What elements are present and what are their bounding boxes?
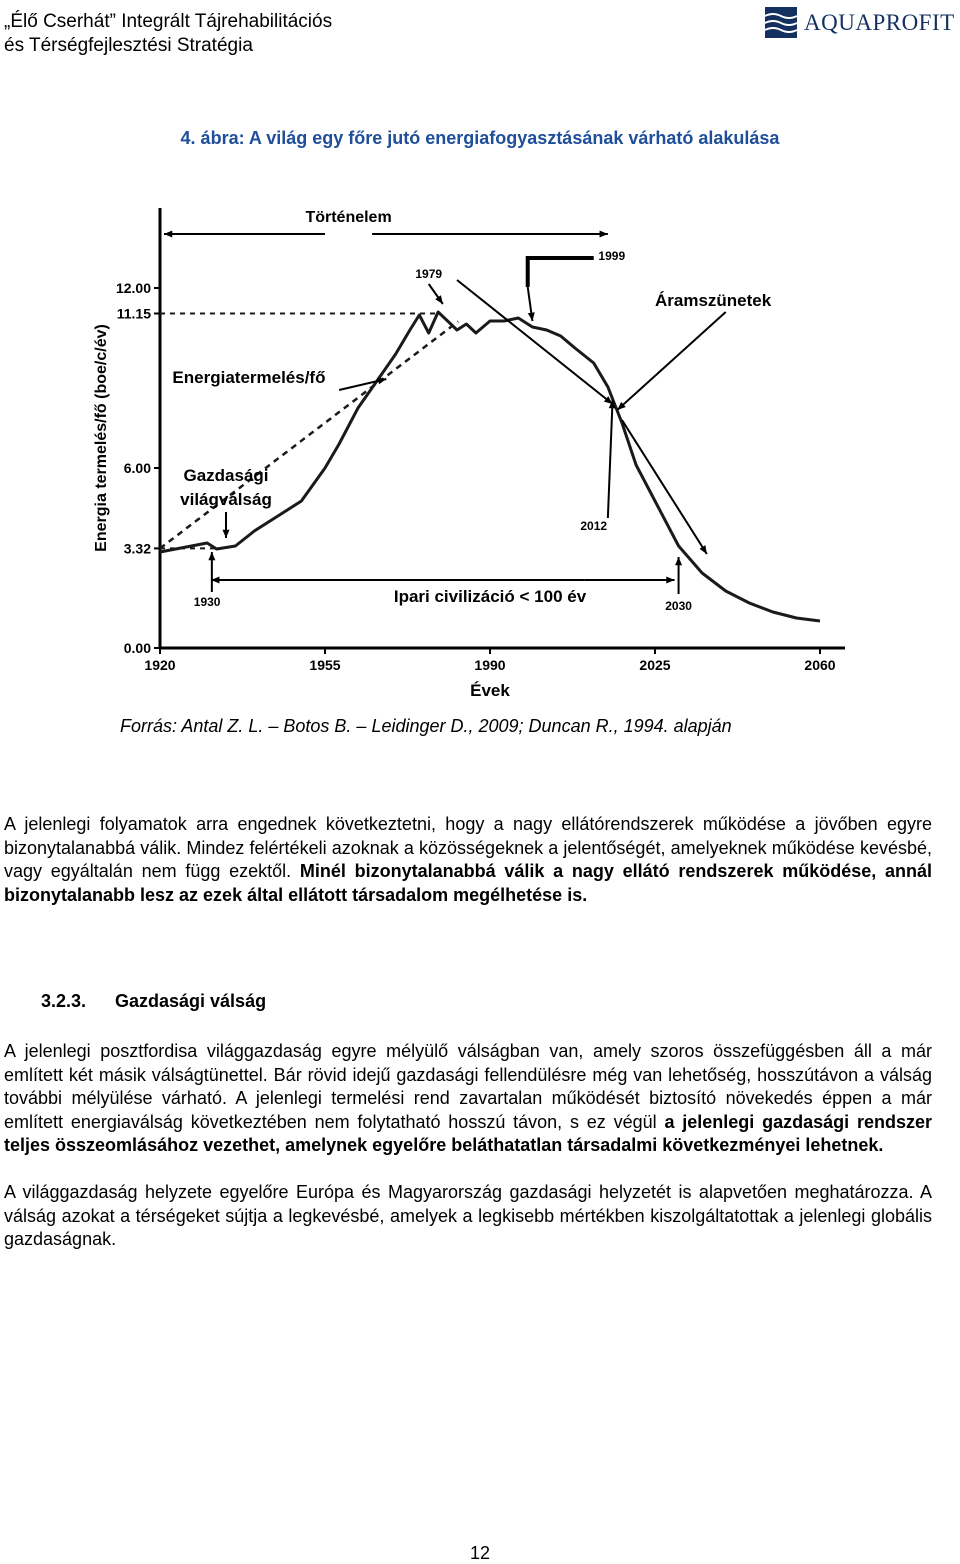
paragraph-1-bold: Minél bizonytalanabbá válik a nagy ellátó rendszerek működése, annál bizonytalanabb lesz az ezek által ellátott társadalom megélhetése is. [4, 861, 932, 905]
annotation-2030: 2030 [665, 599, 692, 613]
figure-source: Forrás: Antal Z. L. ‒ Botos B. ‒ Leidinger D., 2009; Duncan R., 1994. alapján [120, 716, 732, 736]
figure-title: 4. ábra: A világ egy főre jutó energiafogyasztásának várható alakulása [180, 128, 780, 148]
wave-logo-icon [764, 6, 800, 40]
section-number: 3.2.3. [41, 991, 87, 1011]
arrow-vilagvalsag-head [222, 530, 229, 538]
x-tick-label: 2060 [804, 657, 836, 673]
annotation-ipari-civilizacio: Ipari civilizáció < 100 év [393, 587, 587, 606]
arrow-2012 [608, 400, 613, 518]
document-header-title [4, 10, 332, 58]
y-tick-label: 6.00 [123, 460, 151, 476]
annotation-1999: 1999 [598, 249, 626, 263]
x-tick-label: 1955 [309, 657, 341, 673]
energy-chart [80, 200, 860, 705]
x-tick-label: 1920 [144, 657, 176, 673]
arrow-aramszunetek [617, 312, 725, 410]
arrow-1930-head [208, 552, 215, 560]
annotation-aramszunetek: Áramszünetek [655, 291, 772, 310]
y-tick-label: 11.15 [116, 305, 151, 322]
y-tick-label: 12.00 [115, 280, 151, 296]
history-arrow-right-head [600, 230, 608, 237]
decline-arrow-2 [622, 420, 707, 554]
annotation-vilagvalsag: világválság [180, 490, 272, 509]
paragraph-1-text: A jelenlegi folyamatok arra engednek következtetni, hogy a nagy ellátórendszerek működése a jövőben egyre bizonytalanabbá válik. Mindez felértékeli azoknak a közösségeknek a jelentőségét, amelyeknek működése kevésbé, vagy egyáltalán nem függ ezektől. [4, 814, 932, 881]
paragraph-3: A világgazdaság helyzete egyelőre Európa és Magyarország gazdasági helyzetét is alapvetően meghatározza. A válság azokat a térségeket sújtja a legkevésbé, amelyek a legkisebb mértékben kiszolgáltatottak a jelenlegi globális gazdaságnak. [4, 1182, 932, 1249]
annotation-1930: 1930 [193, 595, 221, 609]
annotation-1979: 1979 [415, 267, 443, 281]
header-line-1: „Élő Cserhát” Integrált Tájrehabilitációs [4, 11, 333, 32]
chart-static [160, 208, 845, 648]
page-number: 12 [469, 1543, 491, 1563]
x-axis-label: Évek [470, 681, 510, 700]
annotation-energiatermeles: Energiatermelés/fő [172, 368, 326, 387]
arrow-2030-head [675, 557, 682, 565]
paragraph-1 [4, 813, 932, 907]
decline-arrow-1 [457, 280, 613, 404]
annotation-tortenelem: Történelem [305, 209, 392, 226]
section-heading [41, 991, 266, 1012]
x-tick-label: 1990 [474, 657, 506, 673]
trend-dashed-line [160, 322, 458, 549]
y-tick-label: 3.32 [123, 540, 151, 557]
civ-arrow-right-head [666, 576, 674, 583]
section-title: Gazdasági válság [115, 991, 267, 1011]
bracket-1999 [528, 258, 594, 287]
paragraph-2-text: A jelenlegi posztfordisa világgazdaság egyre mélyülő válságban van, amely szoros összefüggésben áll a már említett két másik válságtünettel. Bár rövid idejű gazdasági fellendülésre még van lehetőség, hosszútávon a válság további mélyülése várható. A jelenlegi termelési rend zavartalan működését biztosító növekedés éppen a már említett energiaválság következtében nem folytatható hosszú távon, s ez végül [4, 1041, 932, 1132]
history-arrow-left-head [164, 230, 172, 237]
x-tick-label: 2025 [639, 657, 671, 673]
y-axis-label: Energia termelés/fő (boe/c/év) [93, 324, 110, 552]
paragraph-2 [4, 1040, 932, 1158]
annotation-gazdasagi: Gazdasági [183, 466, 269, 485]
y-tick-label: 0.00 [123, 640, 151, 656]
annotation-2012: 2012 [580, 519, 608, 533]
header-line-2: és Térségfejlesztési Stratégia [4, 35, 253, 56]
paragraph-2-bold: a jelenlegi gazdasági rendszer teljes összeomlásához vezethet, amelynek egyelőre beláthatatlan társadalmi következményei lehetnek. [4, 1111, 932, 1155]
aquaprofit-logo [764, 4, 956, 40]
logo-text: AQUAPROFIT [804, 10, 955, 35]
